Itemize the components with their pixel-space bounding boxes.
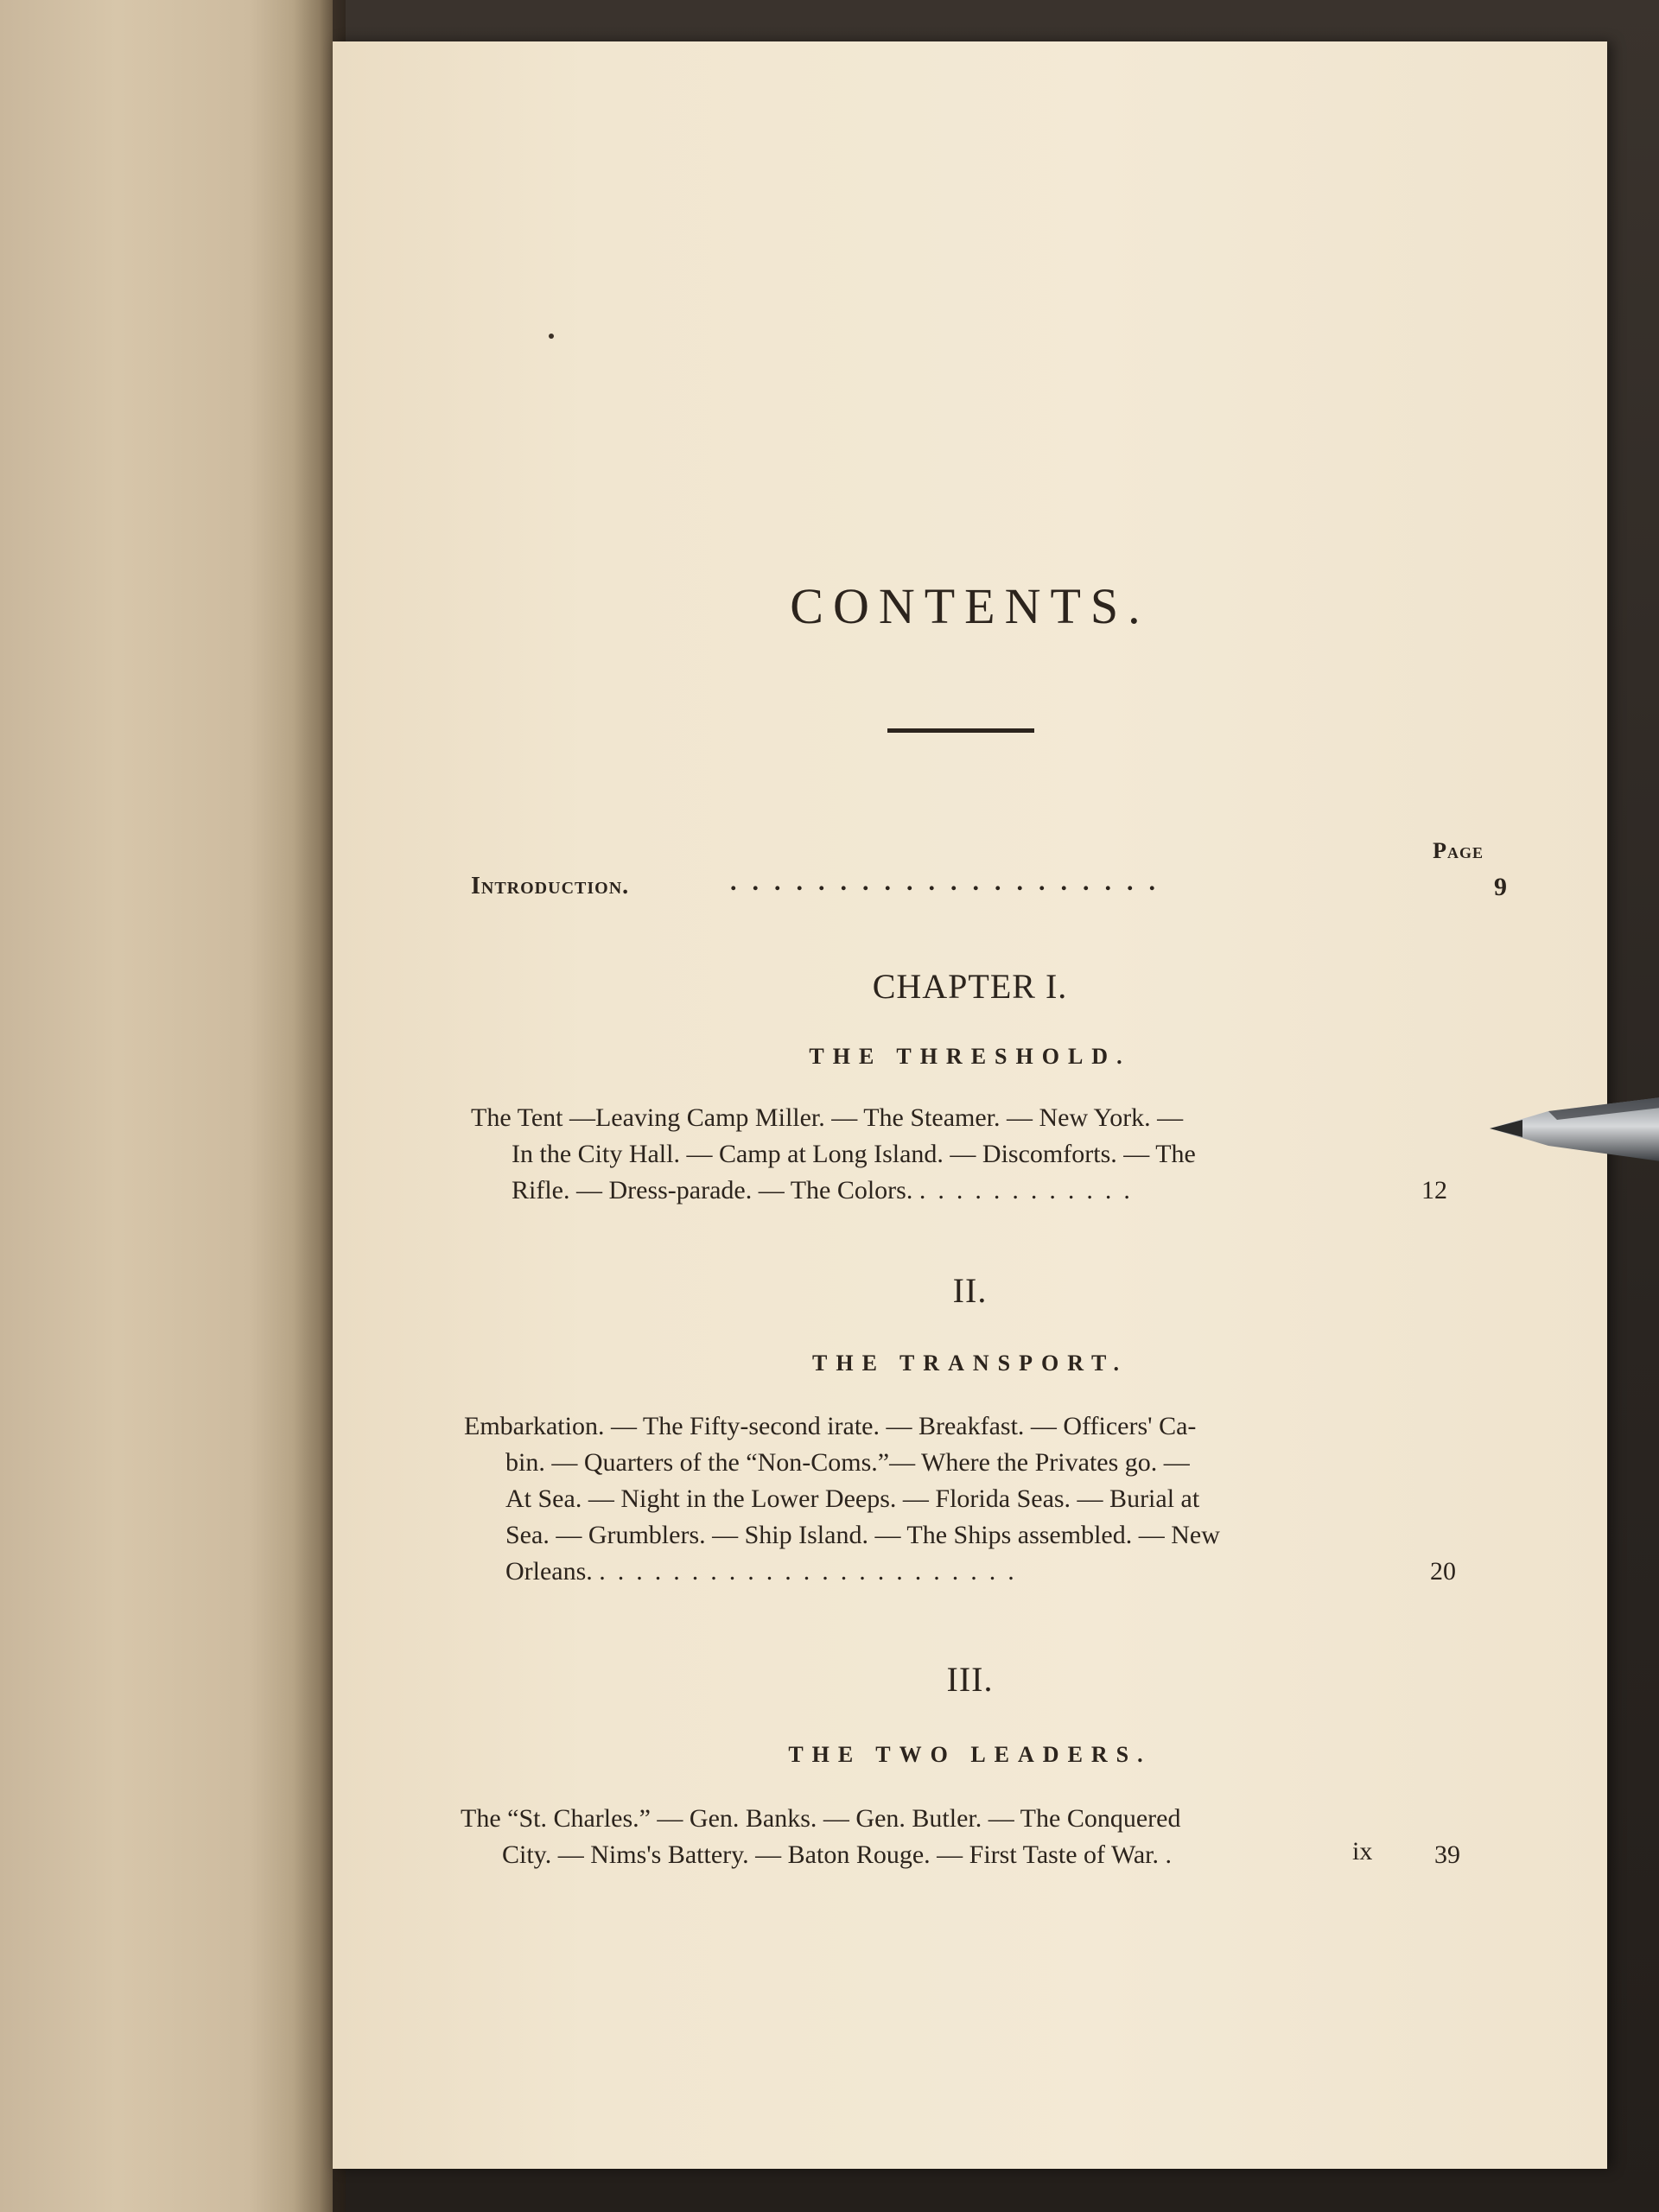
chapter-page-number: 12 (1421, 1176, 1447, 1205)
contents-page (333, 41, 1607, 2169)
chapter-title: THE TRANSPORT. (812, 1351, 1128, 1376)
leader-dots: ....................... (599, 1557, 1027, 1586)
chapter-number: CHAPTER I. (872, 967, 1068, 1006)
leader-dots: .................... (730, 868, 1171, 896)
summary-line: bin. — Quarters of the “Non-Coms.”— Where the Privates go. — (505, 1448, 1190, 1477)
introduction-entry (471, 868, 1508, 907)
summary-line-text: Rifle. — Dress-parade. — The Colors. (512, 1176, 913, 1205)
leader-dots: . (1165, 1840, 1185, 1869)
summary-line: At Sea. — Night in the Lower Deeps. — Florida Seas. — Burial at (505, 1484, 1200, 1513)
summary-line: In the City Hall. — Camp at Long Island. — Discomforts. — The (512, 1140, 1196, 1168)
chapter-title: THE THRESHOLD. (809, 1044, 1131, 1069)
summary-line: The Tent —Leaving Camp Miller. — The Steamer. — New York. — (471, 1103, 1184, 1132)
introduction-page-number: 9 (1494, 873, 1508, 901)
summary-line (512, 1173, 1387, 1209)
summary-line (502, 1837, 1395, 1873)
page-column-label: Page (1433, 838, 1484, 863)
summary-line (505, 1554, 1393, 1590)
chapter-title: THE TWO LEADERS. (788, 1742, 1152, 1767)
ink-speck (549, 334, 554, 339)
title-rule (887, 728, 1034, 733)
introduction-label: Introduction. (471, 873, 630, 899)
summary-line-text: City. — Nims's Battery. — Baton Rouge. — First Taste of War. (502, 1840, 1160, 1869)
chapter-page-number: 39 (1434, 1840, 1460, 1869)
summary-line: Embarkation. — The Fifty-second irate. — Breakfast. — Officers' Ca- (464, 1412, 1197, 1440)
chapter-number: II. (952, 1271, 988, 1310)
folio-page-number: ix (1352, 1837, 1373, 1866)
summary-line: Sea. — Grumblers. — Ship Island. — The Ships assembled. — New (505, 1521, 1220, 1549)
pencil-icon (1488, 1090, 1659, 1168)
chapter-page-number: 20 (1430, 1557, 1456, 1586)
facing-page (0, 0, 333, 2212)
summary-line: The “St. Charles.” — Gen. Banks. — Gen. Butler. — The Conquered (461, 1804, 1181, 1833)
chapter-number: III. (946, 1660, 994, 1699)
leader-dots: ............ (918, 1176, 1142, 1205)
summary-line-text: Orleans. (505, 1557, 593, 1586)
page-title: CONTENTS. (790, 578, 1150, 634)
